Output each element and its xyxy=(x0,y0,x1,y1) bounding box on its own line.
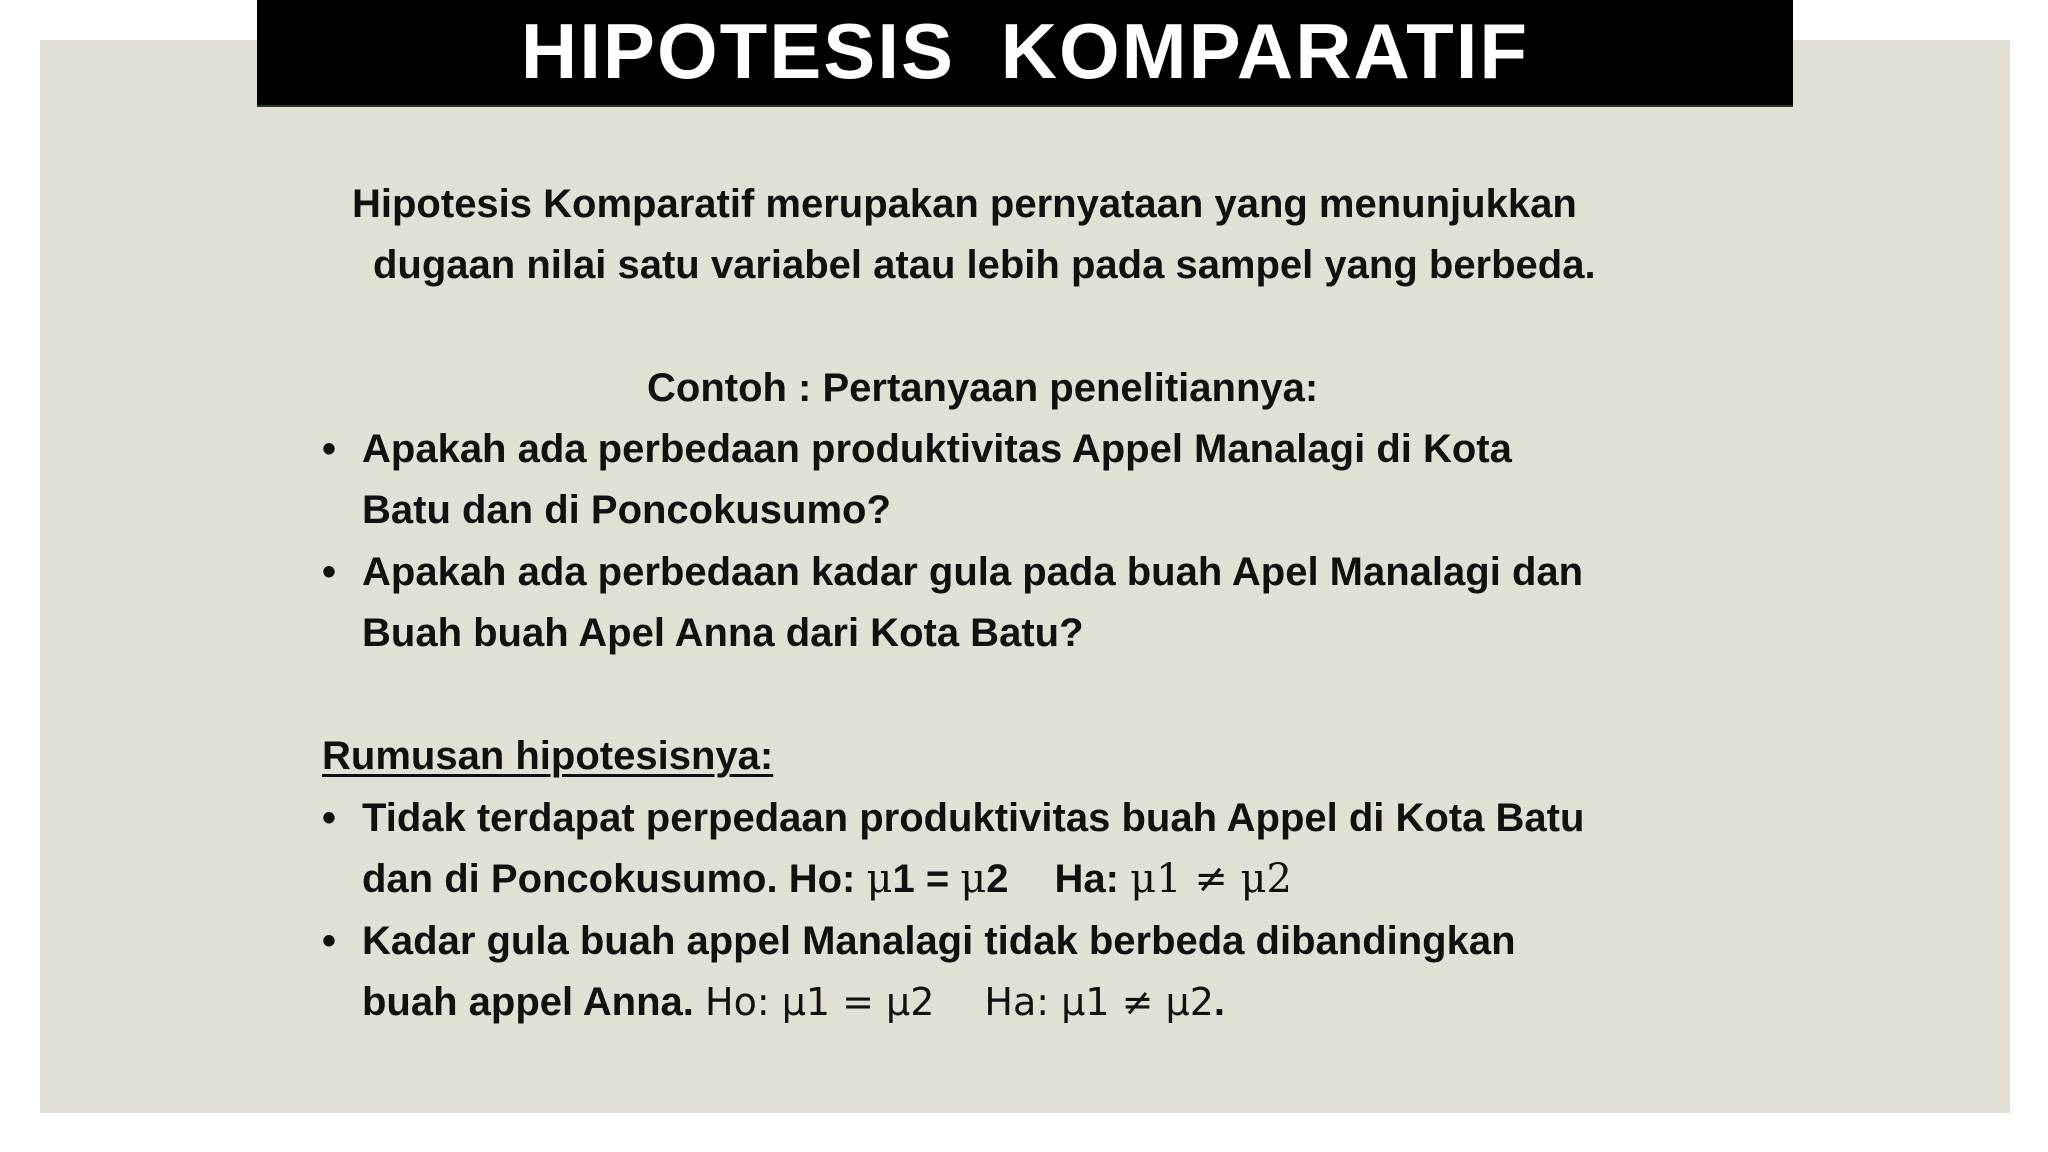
mu-symbol: μ xyxy=(866,856,893,902)
mu-symbol: μ xyxy=(960,856,987,902)
ha-expression: μ1 ≠ μ2 xyxy=(1130,856,1292,902)
question-2-line-1: Apakah ada perbedaan kadar gula pada buah Apel Manalagi dan xyxy=(362,550,1584,594)
question-1-line-1: Apakah ada perbedaan produktivitas Appel Manalagi di Kota xyxy=(362,427,1512,471)
bullet-icon: • xyxy=(322,427,337,471)
hypotheses-heading: Rumusan hipotesisnya: xyxy=(322,734,774,778)
question-2-line-2: Buah buah Apel Anna dari Kota Batu? xyxy=(362,611,1084,655)
hypothesis-1-line-2 xyxy=(362,855,1292,903)
sentence-end: . xyxy=(1213,980,1225,1024)
bullet-icon: • xyxy=(322,919,337,963)
hypothesis-1-text: dan di Poncokusumo. Ho: xyxy=(362,857,867,901)
h0-end: 2 xyxy=(986,857,1009,901)
slide-title: HIPOTESIS KOMPARATIF xyxy=(520,7,1530,95)
example-heading: Contoh : Pertanyaan penelitiannya: xyxy=(647,366,1319,410)
bullet-icon: • xyxy=(322,550,337,594)
question-1-line-2: Batu dan di Poncokusumo? xyxy=(362,488,891,532)
ha-label: Ha: xyxy=(1054,857,1131,901)
h0-expression: Ho: μ1 = μ2 xyxy=(705,980,935,1024)
hypothesis-2-text: buah appel Anna. xyxy=(362,980,705,1024)
bullet-icon: • xyxy=(322,796,337,840)
definition-line-2: dugaan nilai satu variabel atau lebih pada sampel yang berbeda. xyxy=(373,243,1596,287)
ha-expression: Ha: μ1 ≠ μ2 xyxy=(984,980,1214,1024)
h0-middle: 1 = xyxy=(892,857,961,901)
definition-line-1: Hipotesis Komparatif merupakan pernyataan yang menunjukkan xyxy=(352,182,1577,226)
hypothesis-1-line-1: Tidak terdapat perpedaan produktivitas buah Appel di Kota Batu xyxy=(362,796,1585,840)
hypothesis-2-line-2 xyxy=(362,978,1225,1026)
hypothesis-2-line-1: Kadar gula buah appel Manalagi tidak berbeda dibandingkan xyxy=(362,919,1516,963)
